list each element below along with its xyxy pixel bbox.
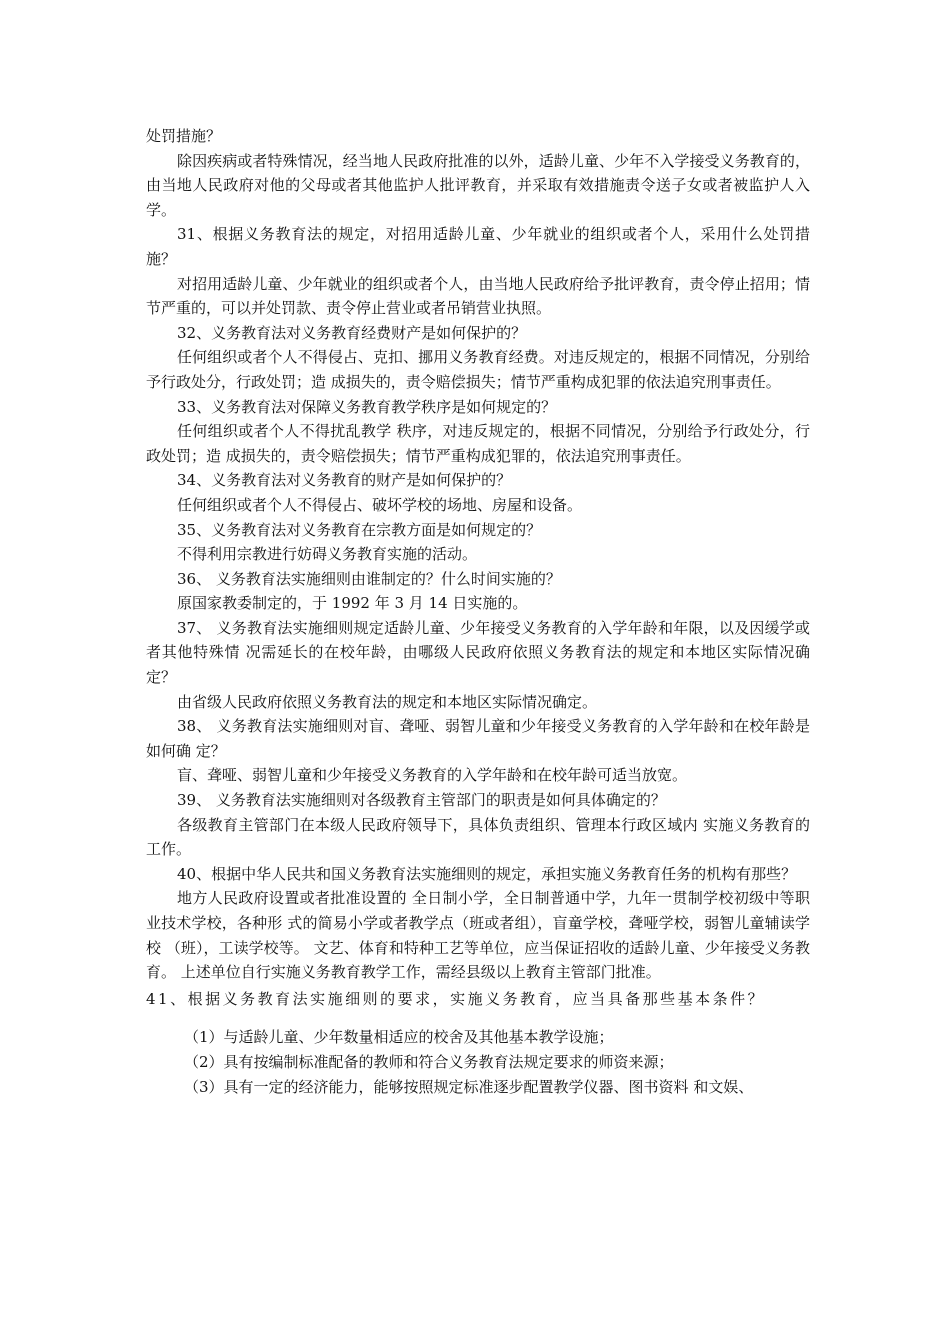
answer-38: 盲、聋哑、弱智儿童和少年接受义务教育的入学年龄和在校年龄可适当放宽。 — [177, 766, 688, 785]
answer-30: 除因疾病或者特殊情况，经当地人民政府批准的以外，适龄儿童、少年不入学接受义务教育的，由当地人民政府对他的父母或者其他监护人批评教育，并采取有效措施责令送子女或者被监护人入学。 — [146, 151, 810, 219]
question-37: 37、 义务教育法实施细则规定适龄儿童、少年接受义务教育的入学年龄和年限，以及因缓学或者其他特殊情 况需延长的在校年龄，由哪级人民政府依照义务教育法的规定和本地区实际情况确 定？ — [146, 618, 810, 687]
answer-35: 不得利用宗教进行妨碍义务教育实施的活动。 — [177, 545, 478, 564]
answer-32: 任何组织或者个人不得侵占、克扣、挪用义务教育经费。对违反规定的，根据不同情况，分别给予行政处分，行政处罚；造 成损失的，责令赔偿损失；情节严重构成犯罪的依法追究刑事责任。 — [146, 348, 810, 391]
condition-2: （2）具有按编制标准配备的教师和符合义务教育法规定要求的师资来源； — [184, 1053, 674, 1072]
answer-31: 对招用适龄儿童、少年就业的组织或者个人，由当地人民政府给予批评教育，责令停止招用；情节严重的，可以并处罚款、责令停止营业或者吊销营业执照。 — [146, 274, 810, 318]
answer-30-continued: 处罚措施？ — [146, 127, 222, 145]
answer-33: 任何组织或者个人不得扰乱教学 秩序，对违反规定的，根据不同情况，分别给予行政处分，行政处罚；造 成损失的，责令赔偿损失；情节严重构成犯罪的，依法追究刑事责任。 — [146, 422, 810, 465]
question-40: 40、根据中华人民共和国义务教育法实施细则的规定，承担实施义务教育任务的机构有那些？ — [177, 864, 797, 883]
answer-40: 地方人民政府设置或者批准设置的 全日制小学，全日制普通中学，九年一贯制学校初级中等职业技术学校，各种形 式的简易小学或者教学点（班或者组），盲童学校，聋哑学校，弱智儿童辅读学校 （班），工读学校等。 文艺、体育和特种工艺等单位，应当保证招收的适龄儿童、少年接受义务教育。 上述单位自行实施义务教育教学工作，需经县级以上教育主管部门批准。 — [146, 889, 810, 982]
question-35: 35、义务教育法对义务教育在宗教方面是如何规定的？ — [177, 520, 542, 539]
question-32: 32、义务教育法对义务教育经费财产是如何保护的？ — [177, 323, 527, 342]
document-body — [146, 124, 810, 1100]
condition-3: （3）具有一定的经济能力，能够按照规定标准逐步配置教学仪器、图书资料 和文娱、 — [184, 1078, 754, 1097]
question-41: 41、根据义务教育法实施细则的要求，实施义务教育，应当具备那些基本条件？ — [146, 989, 766, 1008]
question-38: 38、 义务教育法实施细则对盲、聋哑、弱智儿童和少年接受义务教育的入学年龄和在校年龄是如何确 定？ — [146, 717, 810, 760]
answer-37: 由省级人民政府依照义务教育法的规定和本地区实际情况确定。 — [177, 692, 598, 711]
answer-34: 任何组织或者个人不得侵占、破坏学校的场地、房屋和设备。 — [177, 495, 583, 514]
question-39: 39、 义务教育法实施细则对各级教育主管部门的职责是如何具体确定的？ — [177, 791, 666, 810]
question-33: 33、义务教育法对保障义务教育教学秩序是如何规定的？ — [177, 397, 557, 416]
question-36: 36、 义务教育法实施细则由谁制定的？什么时间实施的？ — [177, 569, 561, 588]
question-34: 34、义务教育法对义务教育的财产是如何保护的？ — [177, 471, 512, 490]
answer-39: 各级教育主管部门在本级人民政府领导下，具体负责组织、管理本行政区域内 实施义务教育的工作。 — [146, 815, 810, 859]
condition-1: （1）与适龄儿童、少年数量相适应的校舍及其他基本教学设施； — [184, 1028, 614, 1047]
question-31: 31、根据义务教育法的规定，对招用适龄儿童、少年就业的组织或者个人，采用什么处罚措施？ — [146, 225, 810, 268]
answer-36: 原国家教委制定的，于 1992 年 3 月 14 日实施的。 — [177, 594, 528, 613]
paragraph-gap — [146, 1011, 810, 1025]
